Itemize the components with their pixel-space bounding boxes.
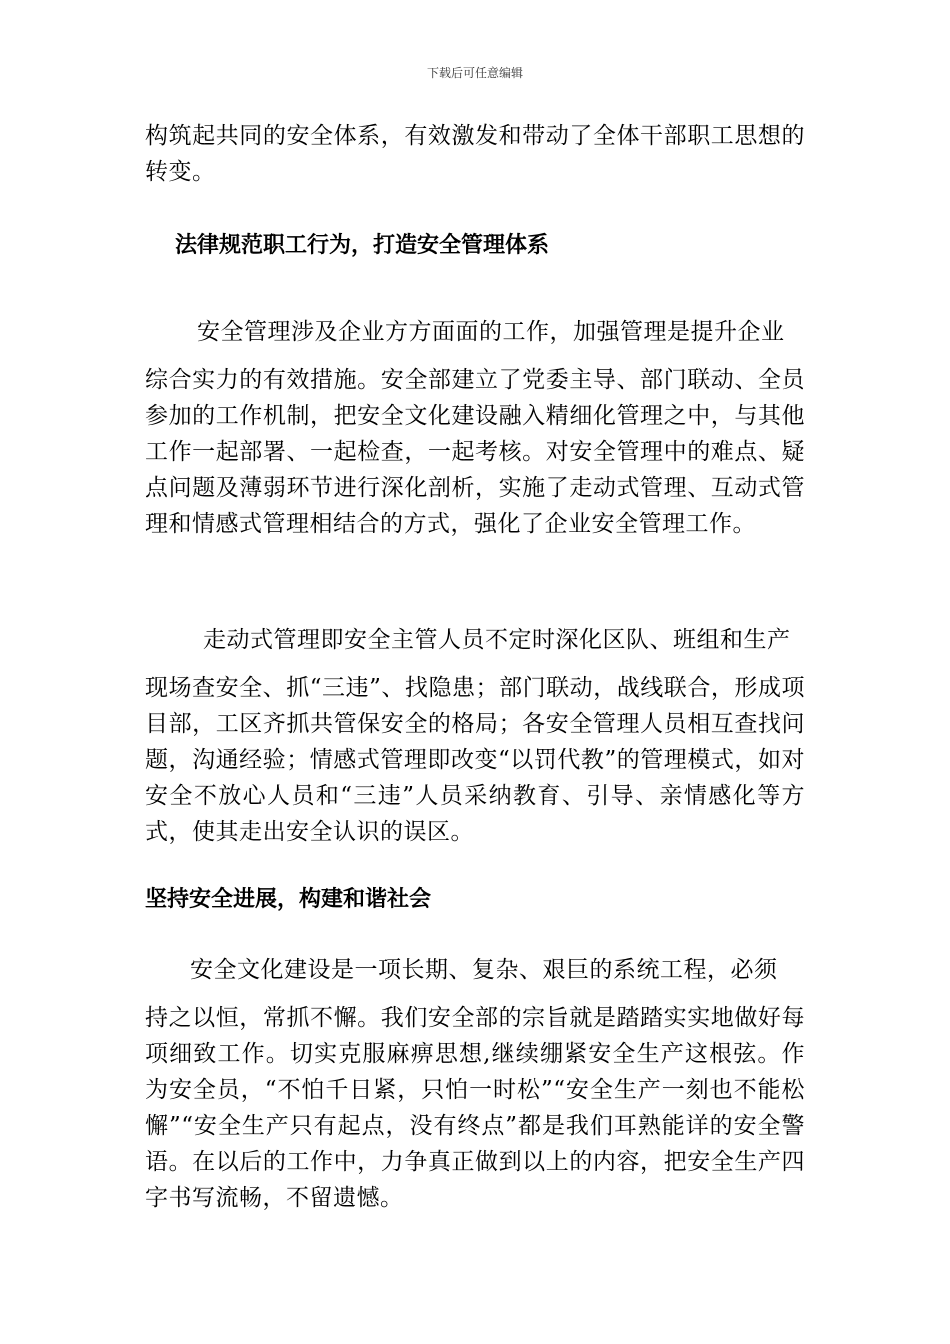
section-heading-harmonious-society: 坚持安全进展，构建和谐社会 <box>145 887 432 912</box>
paragraph-body: 综合实力的有效措施。安全部建立了党委主导、部门联动、全员参加的工作机制，把安全文化建设融入精细化管理之中，与其他工作一起部署、一起检查，一起考核。对安全管理中的难点、疑点问题及薄弱环节进行深化剖析，实施了走动式管理、互动式管理和情感式管理相结合的方式，强化了企业安全管理工作。 <box>145 367 805 537</box>
paragraph-first-line: 安全文化建设是一项长期、复杂、艰巨的系统工程，必须 <box>190 957 778 983</box>
section-heading-legal-norms: 法律规范职工行为，打造安全管理体系 <box>175 233 550 258</box>
paragraph-first-line: 走动式管理即安全主管人员不定时深化区队、班组和生产 <box>203 627 791 653</box>
paragraph-body: 现场查安全、抓“三违”、找隐患；部门联动，战线联合，形成项目部，工区齐抓共管保安全的格局；各安全管理人员相互查找问题，沟通经验；情感式管理即改变“以罚代教”的管理模式，如对安全不放心人员和“三违”人员采纳教育、引导、亲情感化等方式，使其走出安全认识的误区。 <box>145 675 805 845</box>
paragraph-body: 持之以恒，常抓不懈。我们安全部的宗旨就是踏踏实实地做好每项细致工作。切实克服麻痹思想,继续绷紧安全生产这根弦。作为安全员，“不怕千日紧，只怕一时松”“安全生产一刻也不能松懈”“安全生产只有起点，没有终点”都是我们耳熟能详的安全警语。在以后的工作中，力争真正做到以上的内容，把安全生产四字书写流畅，不留遗憾。 <box>145 1005 805 1211</box>
paragraph-walkabout-management <box>145 622 805 850</box>
paragraph-safety-management <box>145 314 805 542</box>
page-header: 下载后可任意编辑 <box>426 66 523 80</box>
paragraph-first-line: 安全管理涉及企业方方面面的工作，加强管理是提升企业 <box>197 319 785 345</box>
paragraph-intro-continuation: 构筑起共同的安全体系，有效激发和带动了全体干部职工思想的转变。 <box>145 123 805 185</box>
paragraph-safety-culture <box>145 952 805 1216</box>
